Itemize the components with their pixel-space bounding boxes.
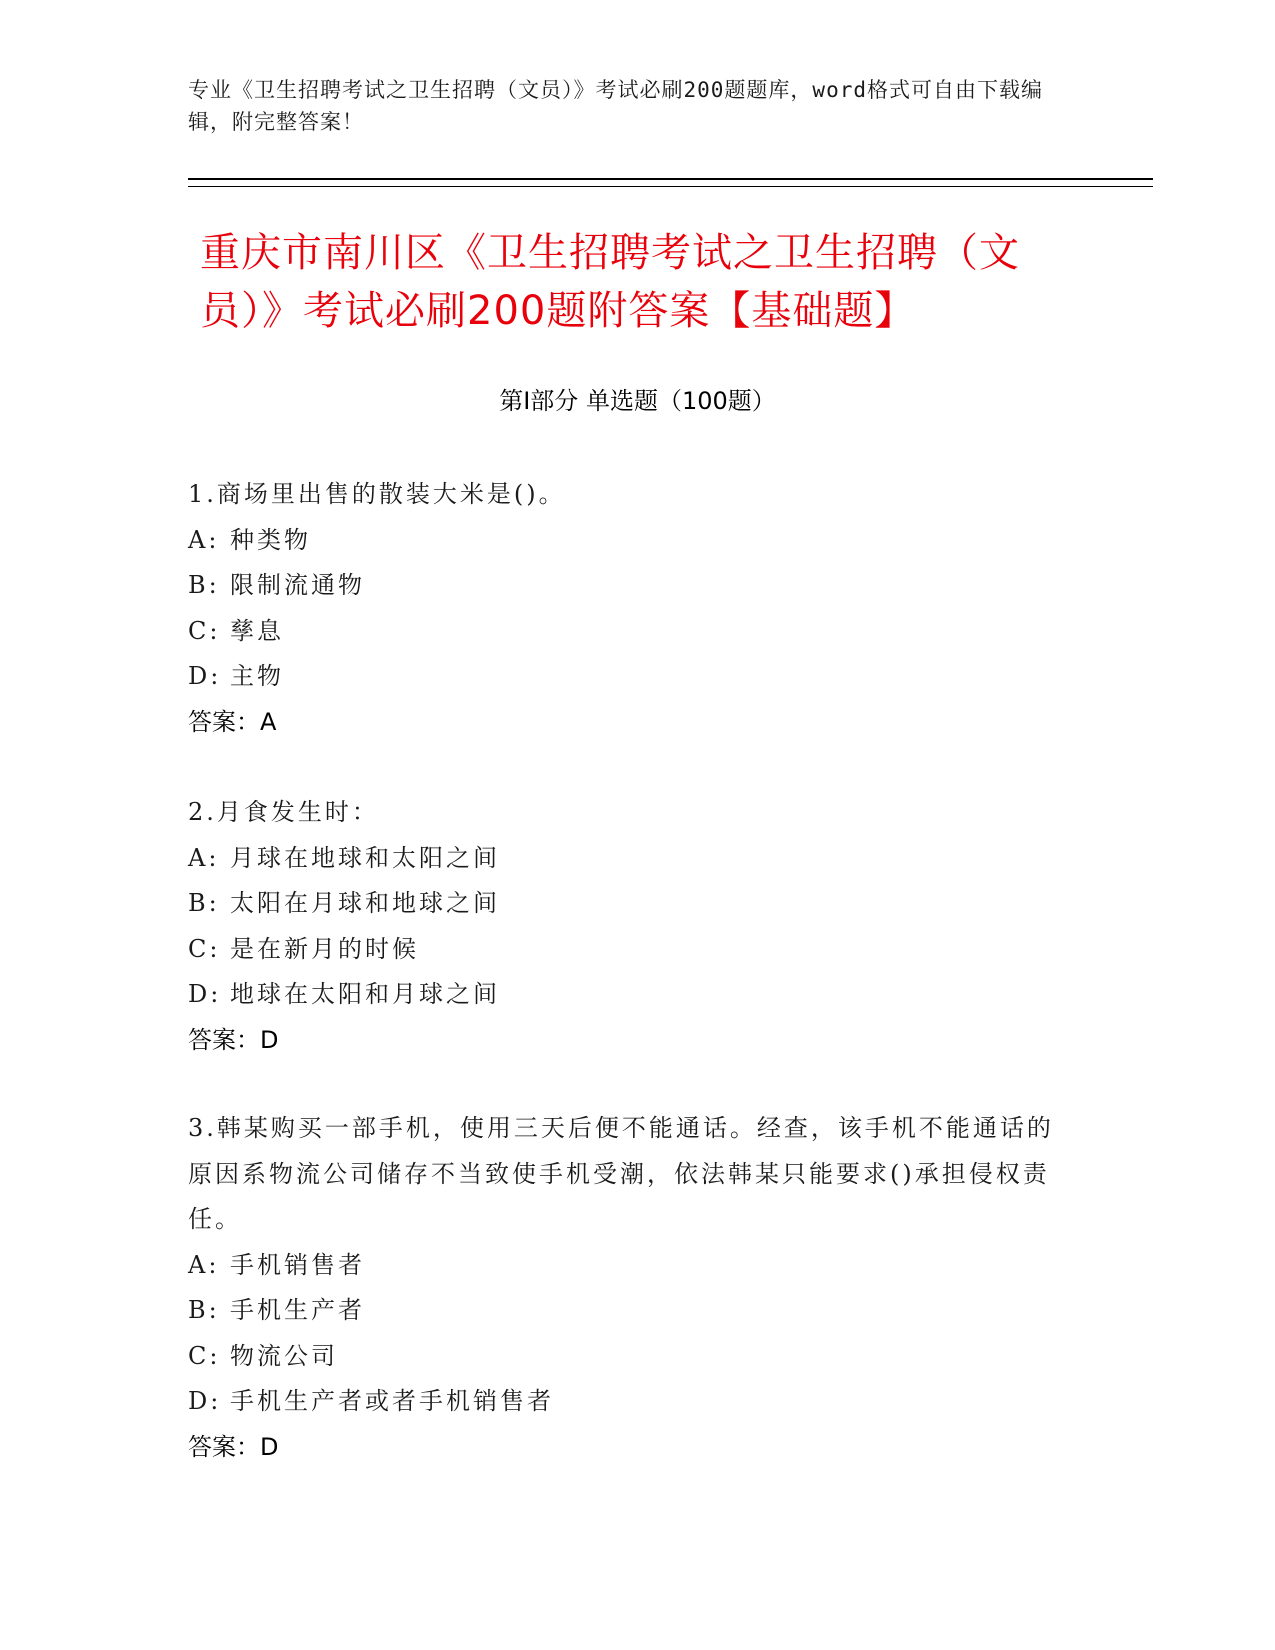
question-3 [188,1106,1068,1470]
document-title: 重庆市南川区《卫生招聘考试之卫生招聘（文员）》考试必刷200题附答案【基础题】 [200,230,1020,334]
question-2 [188,790,1068,1063]
header-rule-thin [188,186,1153,187]
option-text: 月球在地球和太阳之间 [230,843,500,872]
option-key: D: [188,1387,222,1415]
option-key: C: [188,1341,221,1370]
option-key: C: [188,616,221,645]
question-stem: 3.韩某购买一部手机，使用三天后便不能通话。经查，该手机不能通话的原因系物流公司储存不当致使手机受潮，依法韩某只能要求()承担侵权责任。 [188,1114,1054,1233]
option-text: 手机销售者 [230,1250,365,1279]
option-text: 主物 [230,662,284,690]
answer-line: 答案：D [188,1432,279,1461]
option-text: 物流公司 [230,1341,338,1370]
question-stem: 2.月食发生时： [188,798,379,826]
option-key: C: [188,934,221,963]
answer-line: 答案：D [188,1025,279,1054]
option-c [188,609,1068,655]
option-text: 限制流通物 [230,571,365,599]
option-text: 手机生产者或者手机销售者 [230,1387,554,1415]
option-key: B: [188,571,220,599]
option-a [188,1243,1068,1289]
answer-line: 答案：A [188,707,277,736]
option-a [188,518,1068,564]
option-text: 是在新月的时候 [230,934,419,963]
option-c [188,927,1068,973]
option-key: B: [188,1296,220,1324]
option-d [188,654,1068,700]
option-d [188,972,1068,1018]
question-1 [188,472,1068,745]
option-b [188,881,1068,927]
option-d [188,1379,1068,1425]
option-text: 太阳在月球和地球之间 [230,889,500,917]
option-c [188,1334,1068,1380]
option-a [188,836,1068,882]
option-key: D: [188,980,222,1008]
option-key: A: [188,1250,220,1279]
header-rule-thick [188,178,1153,180]
option-text: 手机生产者 [230,1296,365,1324]
option-text: 地球在太阳和月球之间 [230,980,500,1008]
option-text: 种类物 [230,525,311,554]
option-key: B: [188,889,220,917]
option-key: A: [188,843,220,872]
option-text: 孳息 [230,616,284,645]
option-b [188,1288,1068,1334]
section-heading: 第I部分 单选题（100题） [499,387,776,415]
option-key: A: [188,525,220,554]
question-stem: 1.商场里出售的散装大米是()。 [188,480,566,508]
option-key: D: [188,662,222,690]
option-b [188,563,1068,609]
header-note: 专业《卫生招聘考试之卫生招聘（文员）》考试必刷200题题库，word格式可自由下载编辑，附完整答案！ [188,78,1043,134]
